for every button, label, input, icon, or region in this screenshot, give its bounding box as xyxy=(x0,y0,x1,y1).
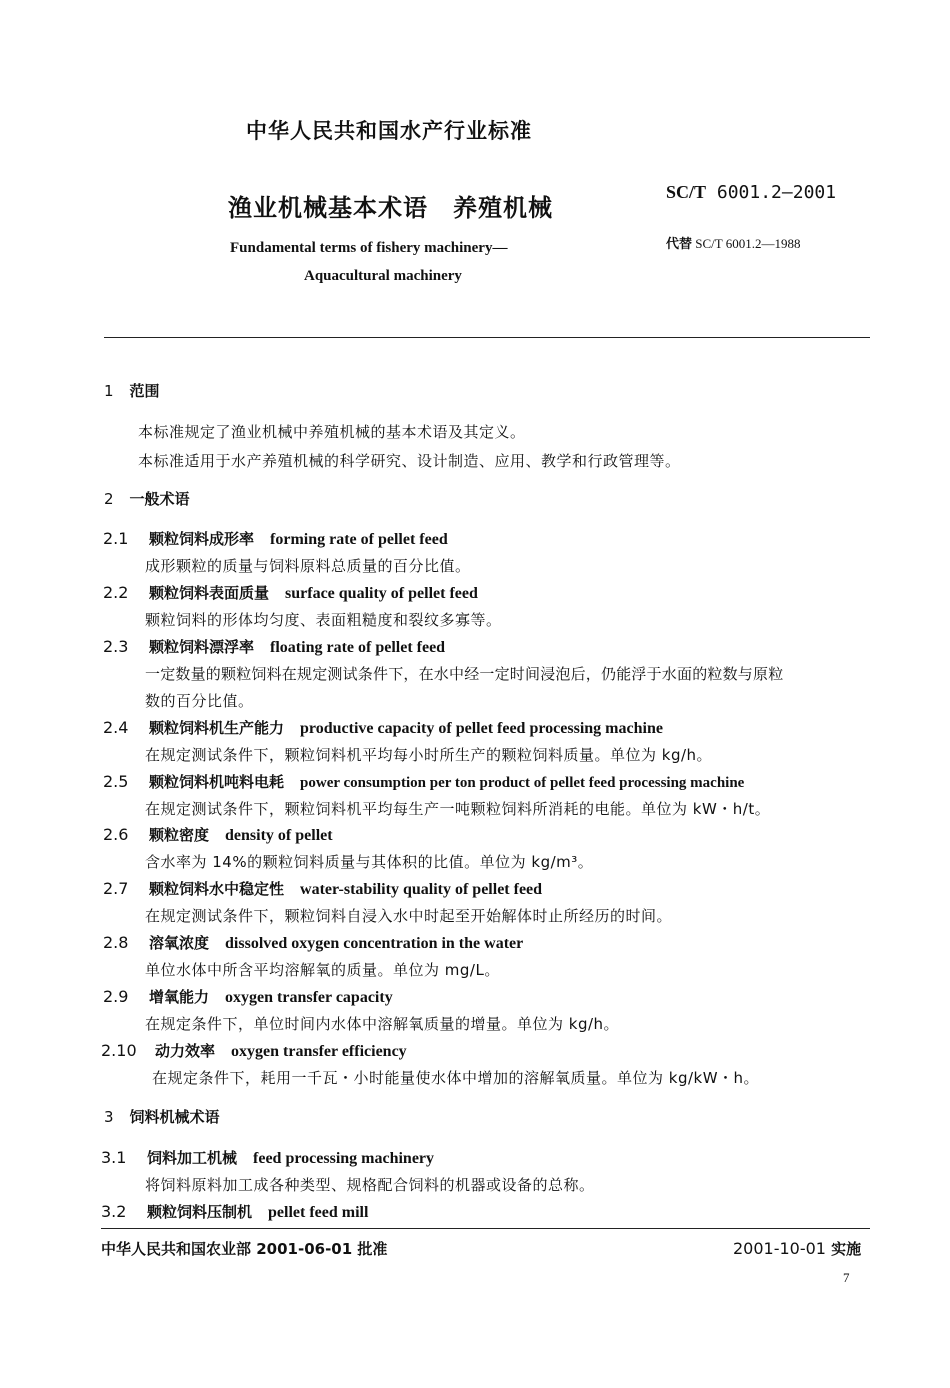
term-2-8 xyxy=(103,932,523,953)
term-number: 2.3 xyxy=(103,637,129,656)
term-en: floating rate of pellet feed xyxy=(270,639,446,656)
term-cn: 颗粒饲料漂浮率 xyxy=(149,638,255,656)
paragraph: 本标准规定了渔业机械中养殖机械的基本术语及其定义。 xyxy=(138,423,526,441)
term-cn: 饲料加工机械 xyxy=(147,1149,238,1167)
term-definition: 在规定测试条件下，颗粒饲料机平均每小时所生产的颗粒饲料质量。单位为 kg/h。 xyxy=(145,746,713,764)
section-number: 1 xyxy=(104,382,114,400)
issuing-authority-heading: 中华人民共和国水产行业标准 xyxy=(246,119,532,143)
term-number: 2.7 xyxy=(103,879,129,898)
term-cn: 溶氧浓度 xyxy=(149,934,210,952)
term-number: 2.8 xyxy=(103,933,129,952)
term-number: 2.9 xyxy=(103,987,129,1006)
term-en: water-stability quality of pellet feed xyxy=(300,881,543,898)
term-definition: 数的百分比值。 xyxy=(145,692,254,710)
term-cn: 颗粒饲料水中稳定性 xyxy=(149,880,285,898)
term-definition: 单位水体中所含平均溶解氧的质量。单位为 mg/L。 xyxy=(145,961,500,979)
term-en: feed processing machinery xyxy=(253,1150,435,1167)
term-cn: 动力效率 xyxy=(155,1042,216,1060)
term-number: 2.1 xyxy=(103,529,129,548)
term-2-7 xyxy=(103,878,542,899)
term-cn: 颗粒饲料机生产能力 xyxy=(149,719,285,737)
term-2-10 xyxy=(101,1040,407,1061)
term-number: 2.4 xyxy=(103,718,129,737)
term-definition: 在规定测试条件下，颗粒饲料自浸入水中时起至开始解体时止所经历的时间。 xyxy=(145,907,673,925)
term-2-4 xyxy=(103,717,663,738)
term-en: density of pellet xyxy=(225,827,333,844)
replaces-label: 代替 xyxy=(666,237,693,252)
header-divider xyxy=(104,337,870,338)
section-title: 饲料机械术语 xyxy=(129,1108,220,1126)
term-definition: 在规定条件下，耗用一千瓦・小时能量使水体中增加的溶解氧质量。单位为 kg/kW・h。 xyxy=(152,1069,760,1087)
term-definition: 成形颗粒的质量与饲料原料总质量的百分比值。 xyxy=(145,557,471,575)
paragraph: 本标准适用于水产养殖机械的科学研究、设计制造、应用、教学和行政管理等。 xyxy=(138,452,681,470)
replaces-code: SC/T 6001.2—1988 xyxy=(695,236,801,251)
term-cn: 增氧能力 xyxy=(149,988,210,1006)
section-3-heading xyxy=(104,1106,220,1127)
effective-date xyxy=(733,1238,861,1259)
term-cn: 颗粒饲料机吨料电耗 xyxy=(149,773,285,791)
term-definition: 将饲料原料加工成各种类型、规格配合饲料的机器或设备的总称。 xyxy=(145,1176,595,1194)
english-title-line2: Aquacultural machinery xyxy=(304,268,462,284)
section-number: 3 xyxy=(104,1108,114,1126)
term-number: 2.10 xyxy=(101,1041,137,1060)
effective-date-value: 2001-10-01 xyxy=(733,1239,826,1258)
term-cn: 颗粒饲料压制机 xyxy=(147,1203,253,1221)
term-en: oxygen transfer efficiency xyxy=(231,1043,407,1060)
term-2-2 xyxy=(103,582,478,603)
term-cn: 颗粒饲料表面质量 xyxy=(149,584,270,602)
term-2-3 xyxy=(103,636,445,657)
term-number: 2.2 xyxy=(103,583,129,602)
term-en: dissolved oxygen concentration in the water xyxy=(225,935,524,952)
term-number: 2.6 xyxy=(103,825,129,844)
term-en: power consumption per ton product of pellet feed processing machine xyxy=(300,775,745,791)
standard-code-prefix: SC/T xyxy=(666,182,707,202)
term-en: productive capacity of pellet feed processing machine xyxy=(300,720,663,737)
term-definition: 在规定条件下，单位时间内水体中溶解氧质量的增量。单位为 kg/h。 xyxy=(145,1015,620,1033)
term-2-5 xyxy=(103,771,744,792)
section-1-heading xyxy=(104,380,160,401)
term-definition: 颗粒饲料的形体均匀度、表面粗糙度和裂纹多寡等。 xyxy=(145,611,502,629)
term-definition: 含水率为 14%的颗粒饲料质量与其体积的比值。单位为 kg/m³。 xyxy=(145,853,594,871)
approval-statement: 中华人民共和国农业部 2001-06-01 批准 xyxy=(101,1240,388,1258)
term-number: 2.5 xyxy=(103,772,129,791)
section-title: 范围 xyxy=(129,382,160,400)
document-title: 渔业机械基本术语 养殖机械 xyxy=(228,194,553,222)
term-definition: 一定数量的颗粒饲料在规定测试条件下，在水中经一定时间浸泡后，仍能浮于水面的粒数与原粒 xyxy=(145,665,784,683)
term-2-6 xyxy=(103,824,333,845)
term-2-9 xyxy=(103,986,393,1007)
term-2-1 xyxy=(103,528,448,549)
term-cn: 颗粒饲料成形率 xyxy=(149,530,255,548)
page-number: 7 xyxy=(843,1270,850,1285)
section-number: 2 xyxy=(104,490,114,508)
effective-label: 实施 xyxy=(831,1240,862,1258)
replaces-note xyxy=(666,233,800,252)
term-en: oxygen transfer capacity xyxy=(225,989,393,1006)
term-cn: 颗粒密度 xyxy=(149,826,210,844)
term-3-2 xyxy=(101,1201,368,1222)
term-number: 3.2 xyxy=(101,1202,127,1221)
term-definition: 在规定测试条件下，颗粒饲料机平均每生产一吨颗粒饲料所消耗的电能。单位为 kW・h/t。 xyxy=(145,800,771,818)
section-title: 一般术语 xyxy=(129,490,190,508)
standard-code xyxy=(666,182,836,203)
standard-code-number: 6001.2—2001 xyxy=(716,182,837,203)
term-en: surface quality of pellet feed xyxy=(285,585,478,602)
term-3-1 xyxy=(101,1147,434,1168)
section-2-heading xyxy=(104,488,190,509)
english-title-line1: Fundamental terms of fishery machinery— xyxy=(230,240,508,256)
term-number: 3.1 xyxy=(101,1148,127,1167)
footer-divider xyxy=(101,1228,870,1229)
term-en: pellet feed mill xyxy=(268,1204,369,1221)
term-en: forming rate of pellet feed xyxy=(270,531,448,548)
